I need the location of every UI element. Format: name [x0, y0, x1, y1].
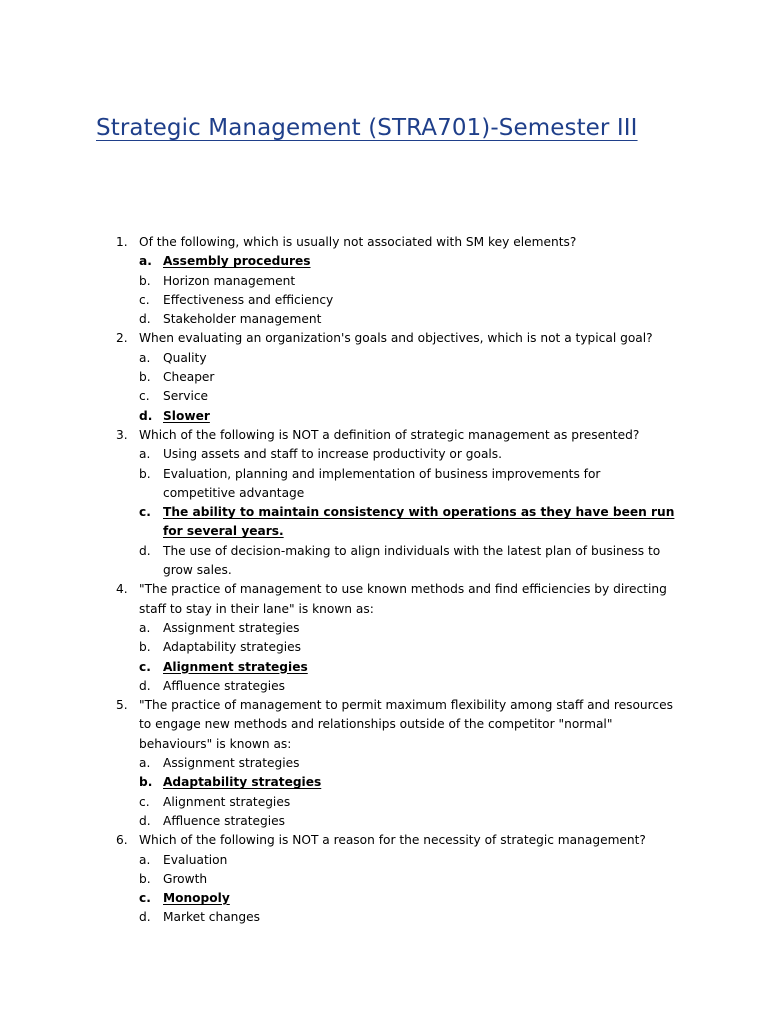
option-item — [139, 677, 676, 696]
option-letter: b. — [139, 370, 151, 385]
option-list — [139, 754, 676, 831]
option-letter: c. — [139, 659, 151, 674]
option-list — [139, 619, 676, 696]
option-letter: b. — [139, 871, 151, 886]
answer-option — [139, 503, 676, 542]
question-item — [0, 426, 768, 580]
question-text: "The practice of management to permit maximum flexibility among staff and resources to engage new methods and relationships outside of the competitor "normal" behaviours" is known as: — [139, 698, 673, 751]
answer-option — [139, 407, 676, 426]
option-text: Cheaper — [163, 370, 215, 385]
option-text: Service — [163, 389, 209, 404]
option-text: Using assets and staff to increase productivity or goals. — [163, 447, 503, 462]
option-letter: b. — [139, 640, 151, 655]
question-number: 4. — [116, 582, 128, 597]
option-item — [139, 465, 676, 504]
option-text: Slower — [163, 408, 210, 423]
question-item — [0, 233, 768, 329]
option-letter: c. — [139, 292, 150, 307]
option-text: The ability to maintain consistency with operations as they have been run for several years. — [163, 505, 675, 539]
option-text: Stakeholder management — [163, 312, 322, 327]
option-item — [139, 310, 676, 329]
question-text: Of the following, which is usually not associated with SM key elements? — [139, 235, 577, 249]
answer-option — [139, 252, 676, 271]
option-text: Growth — [163, 871, 208, 886]
question-number: 5. — [116, 698, 128, 713]
option-letter: c. — [139, 505, 151, 520]
option-letter: d. — [139, 543, 151, 558]
option-letter: d. — [139, 910, 151, 925]
option-letter: a. — [139, 620, 151, 635]
question-number: 1. — [116, 235, 128, 249]
question-number: 3. — [116, 427, 128, 442]
question-item — [0, 696, 768, 831]
option-letter: d. — [139, 312, 151, 327]
option-item — [139, 793, 676, 812]
option-letter: a. — [139, 756, 151, 771]
option-letter: d. — [139, 813, 151, 828]
option-text: Alignment strategies — [163, 794, 291, 809]
option-item — [139, 368, 676, 387]
option-item — [139, 542, 676, 581]
option-text: Adaptability strategies — [163, 640, 301, 655]
option-text: Evaluation — [163, 852, 228, 867]
option-letter: b. — [139, 273, 151, 288]
question-list — [0, 233, 768, 928]
option-letter: b. — [139, 775, 153, 790]
question-text: Which of the following is NOT a definition of strategic management as presented? — [139, 427, 640, 442]
option-list — [139, 851, 676, 928]
option-item — [139, 851, 676, 870]
option-text: Evaluation, planning and implementation of business improvements for competitive advantage — [163, 466, 601, 500]
option-letter: b. — [139, 466, 151, 481]
option-text: Assignment strategies — [163, 756, 300, 771]
option-list — [139, 445, 676, 580]
question-item — [0, 329, 768, 425]
option-list — [139, 349, 676, 426]
option-letter: a. — [139, 852, 151, 867]
option-text: The use of decision-making to align individuals with the latest plan of business to grow sales. — [163, 543, 661, 578]
option-item — [139, 272, 676, 291]
option-item — [139, 754, 676, 773]
option-item — [139, 349, 676, 368]
option-text: Assembly procedures — [163, 254, 311, 269]
option-text: Assignment strategies — [163, 620, 300, 635]
option-text: Quality — [163, 350, 207, 365]
option-letter: a. — [139, 350, 151, 365]
option-item — [139, 291, 676, 310]
question-item — [0, 831, 768, 927]
option-letter: a. — [139, 447, 151, 462]
option-letter: c. — [139, 794, 150, 809]
option-letter: c. — [139, 389, 150, 404]
question-number: 6. — [116, 833, 128, 848]
option-item — [139, 908, 676, 927]
question-text: "The practice of management to use known methods and find efficiencies by directing staff to stay in their lane" is known as: — [139, 582, 667, 616]
answer-option — [139, 658, 676, 677]
option-item — [139, 387, 676, 406]
option-letter: c. — [139, 891, 151, 906]
option-text: Effectiveness and efficiency — [163, 292, 334, 307]
answer-option — [139, 889, 676, 908]
option-item — [139, 445, 676, 464]
option-item — [139, 638, 676, 657]
option-item — [139, 870, 676, 889]
question-text: Which of the following is NOT a reason for the necessity of strategic management? — [139, 833, 646, 848]
option-item — [139, 619, 676, 638]
option-list — [139, 252, 676, 329]
option-text: Horizon management — [163, 273, 296, 288]
option-letter: d. — [139, 678, 151, 693]
option-text: Adaptability strategies — [163, 775, 322, 790]
option-text: Alignment strategies — [163, 659, 308, 674]
option-text: Affluence strategies — [163, 813, 285, 828]
question-number: 2. — [116, 331, 128, 346]
question-text: When evaluating an organization's goals and objectives, which is not a typical goal? — [139, 331, 653, 346]
option-text: Affluence strategies — [163, 678, 285, 693]
question-item — [0, 580, 768, 696]
option-text: Monopoly — [163, 891, 230, 906]
option-item — [139, 812, 676, 831]
option-letter: d. — [139, 408, 153, 423]
option-letter: a. — [139, 254, 152, 269]
document-title: Strategic Management (STRA701)-Semester III — [96, 115, 638, 141]
option-text: Market changes — [163, 910, 260, 925]
answer-option — [139, 773, 676, 792]
